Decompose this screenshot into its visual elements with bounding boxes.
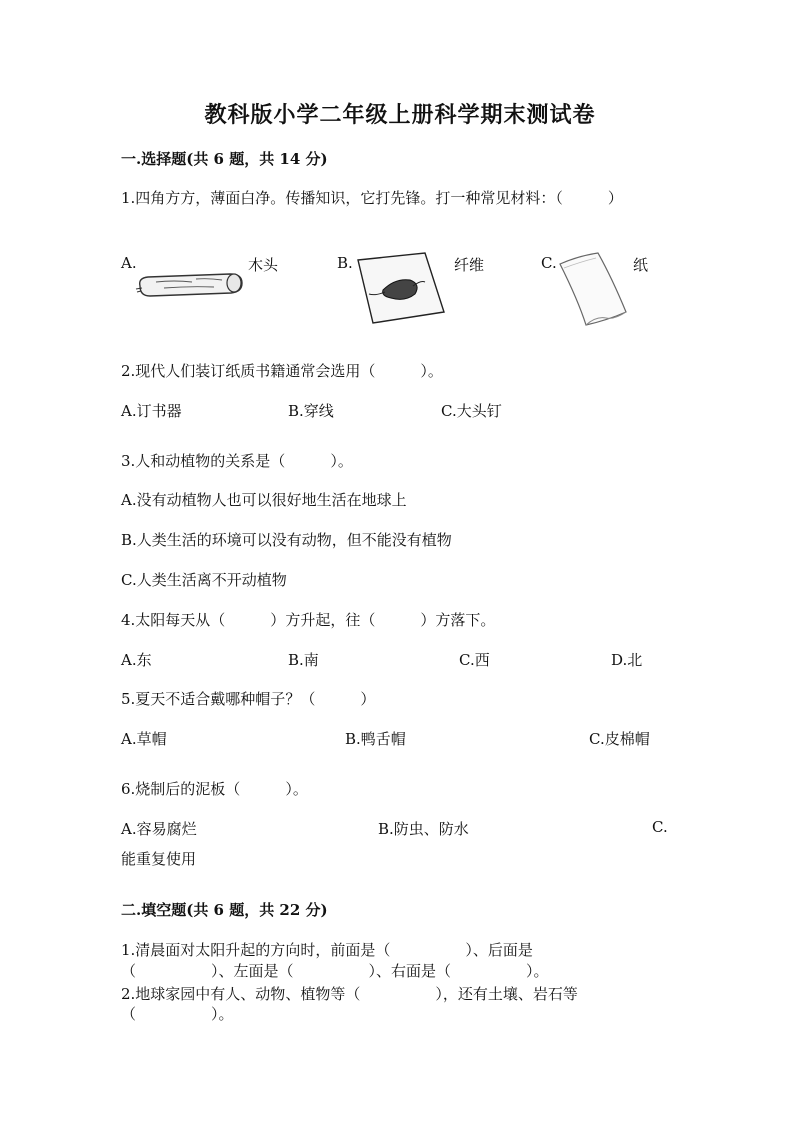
- section-heading-fill: 二.填空题(共 6 题，共 22 分): [121, 901, 328, 919]
- fill-question-1-line2: （ ）、左面是（ ）、右面是（ ）。: [121, 962, 549, 980]
- q1-option-b-letter: B.: [337, 254, 353, 272]
- q2-option-c[interactable]: C.大头钉: [441, 402, 502, 420]
- q5-option-b[interactable]: B.鸭舌帽: [345, 730, 406, 748]
- question-2-stem: 2.现代人们装订纸质书籍通常会选用（ ）。: [121, 362, 443, 380]
- q1-option-b-label: 纤维: [454, 256, 485, 274]
- q3-option-c[interactable]: C.人类生活离不开动植物: [121, 571, 287, 589]
- wood-log-icon: [134, 268, 246, 304]
- q1-option-c-label: 纸: [633, 256, 649, 274]
- q4-option-d[interactable]: D.北: [611, 651, 643, 669]
- paper-sheet-icon: [556, 250, 632, 328]
- q6-option-c-text[interactable]: 能重复使用: [121, 850, 197, 868]
- page-title: 教科版小学二年级上册科学期末测试卷: [204, 102, 596, 128]
- question-4-stem: 4.太阳每天从（ ）方升起，往（ ）方落下。: [121, 611, 496, 629]
- q4-option-b[interactable]: B.南: [288, 651, 319, 669]
- q3-option-b[interactable]: B.人类生活的环境可以没有动物，但不能没有植物: [121, 531, 452, 549]
- q4-option-a[interactable]: A.东: [121, 651, 152, 669]
- q6-option-c[interactable]: C.: [652, 818, 668, 836]
- q1-option-a-letter: A.: [121, 254, 137, 272]
- q1-option-a-label: 木头: [248, 256, 279, 274]
- q2-option-a[interactable]: A.订书器: [121, 402, 182, 420]
- q6-option-a[interactable]: A.容易腐烂: [121, 820, 197, 838]
- q1-option-c-letter: C.: [541, 254, 557, 272]
- q2-option-b[interactable]: B.穿线: [288, 402, 334, 420]
- section-heading-choice: 一.选择题(共 6 题，共 14 分): [121, 150, 328, 168]
- q5-option-c[interactable]: C.皮棉帽: [589, 730, 650, 748]
- question-6-stem: 6.烧制后的泥板（ ）。: [121, 780, 308, 798]
- question-1-stem: 1.四角方方，薄面白净。传播知识，它打先锋。打一种常见材料：（ ）: [121, 189, 623, 207]
- fill-question-2-line1: 2.地球家园中有人、动物、植物等（ ），还有土壤、岩石等: [121, 985, 578, 1003]
- q4-option-c[interactable]: C.西: [459, 651, 490, 669]
- q6-option-b[interactable]: B.防虫、防水: [378, 820, 469, 838]
- fiber-sheet-icon: [355, 250, 447, 326]
- question-3-stem: 3.人和动植物的关系是（ ）。: [121, 452, 353, 470]
- question-5-stem: 5.夏天不适合戴哪种帽子？（ ）: [121, 690, 376, 708]
- fill-question-1-line1: 1.清晨面对太阳升起的方向时，前面是（ ）、后面是: [121, 941, 533, 959]
- fill-question-2-line2: （ ）。: [121, 1005, 234, 1023]
- q3-option-a[interactable]: A.没有动植物人也可以很好地生活在地球上: [121, 491, 407, 509]
- q5-option-a[interactable]: A.草帽: [121, 730, 167, 748]
